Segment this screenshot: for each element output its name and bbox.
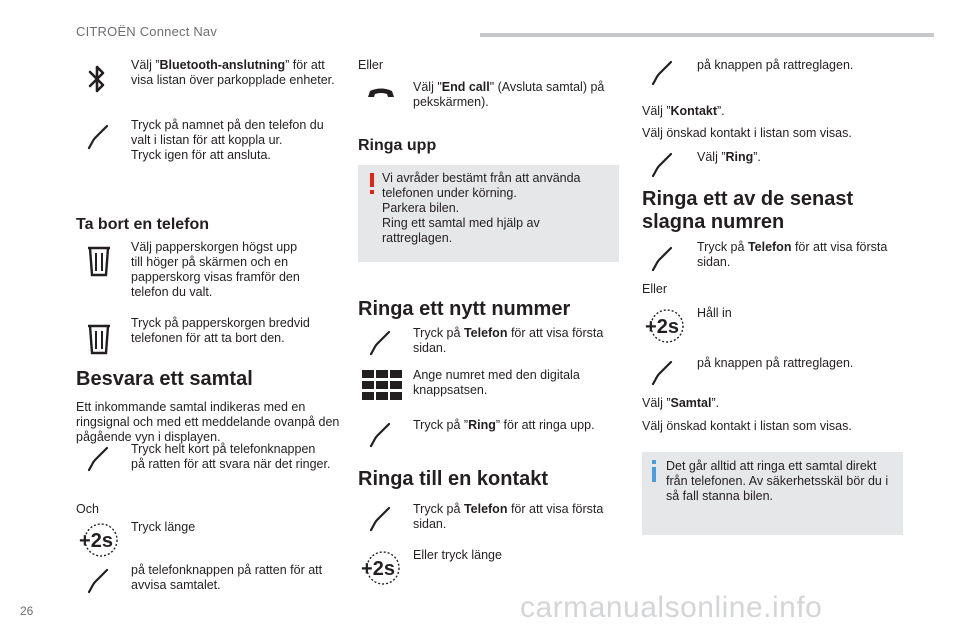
answer-step-1: Tryck helt kort på telefonknappen på ratten för att svara när det ringer. [131, 442, 331, 471]
new-step-2: Ange numret med den digitala knappsatsen. [413, 368, 580, 397]
header-rule [480, 33, 934, 37]
answer-call-paragraph: Ett inkommande samtal indikeras med en ringsignal och med ett meddelande ovanpå den pågående vyn i displayen. [76, 400, 340, 444]
warning-text: Vi avråder bestämt från att använda telefonen under körning. Parkera bilen. Ring ett samtal med hjälp av rattreglagen. [382, 171, 581, 245]
trash-icon [84, 244, 114, 278]
eller-label: Eller [358, 58, 384, 72]
bluetooth-icon [82, 64, 112, 94]
warning-box [358, 165, 619, 262]
tap-icon [648, 358, 678, 388]
steering-button-text-1: på knappen på rattreglagen. [697, 58, 854, 72]
svg-text:+2s: +2s [645, 316, 679, 338]
tap-icon [84, 122, 114, 152]
och-label: Och [76, 502, 99, 516]
choose-contact-1: Välj önskad kontakt i listan som visas. [642, 126, 852, 140]
select-ring: Välj ”Ring”. [697, 150, 761, 164]
tap-icon [648, 58, 678, 88]
tap-icon [366, 504, 396, 534]
watermark: carmanualsonline.info [520, 591, 823, 624]
tap-icon [366, 328, 396, 358]
disconnect-instruction: Tryck på namnet på den telefon du valt i listan för att koppla ur. Tryck igen för att ansluta. [131, 118, 324, 162]
recent-step-1: Tryck på Telefon för att visa första sidan. [697, 240, 888, 269]
answer-step-3: på telefonknappen på ratten för att avvisa samtalet. [131, 563, 323, 592]
remove-phone-heading: Ta bort en telefon [76, 216, 210, 233]
hang-up-icon [364, 82, 398, 104]
ringa-upp-heading: Ringa upp [358, 137, 437, 154]
warning-icon [368, 173, 376, 195]
info-box [642, 452, 903, 535]
select-calls: Välj ”Samtal”. [642, 396, 720, 410]
info-text: Det går alltid att ringa ett samtal direkt från telefonen. Av säkerhetsskäl bör du i så fall stanna bilen. [666, 459, 889, 503]
eller-label-2: Eller [642, 282, 668, 296]
contact-step-1: Tryck på Telefon för att visa första sidan. [413, 502, 604, 531]
hold-2s-icon [74, 522, 118, 558]
header-title: CITROËN Connect Nav [76, 24, 218, 39]
tap-icon [84, 566, 114, 596]
hold-in-text: Håll in [697, 306, 732, 320]
answer-step-2: Tryck länge [131, 520, 196, 534]
svg-text:+2s: +2s [79, 530, 113, 552]
choose-contact-2: Välj önskad kontakt i listan som visas. [642, 419, 852, 433]
end-call-instruction: Välj "End call" (Avsluta samtal) på pekskärmen). [413, 80, 605, 109]
tap-icon [648, 150, 678, 180]
remove-step-2: Tryck på papperskorgen bredvid telefonen för att ta bort den. [131, 316, 310, 345]
hold-2s-icon [356, 550, 400, 586]
hold-2s-icon [640, 308, 684, 344]
contact-heading: Ringa till en kontakt [358, 468, 549, 490]
trash-icon [84, 322, 114, 356]
tap-icon [366, 420, 396, 450]
select-contact: Välj ”Kontakt”. [642, 104, 725, 118]
contact-step-2: Eller tryck länge [413, 548, 502, 562]
bluetooth-instruction: Välj ”Bluetooth-anslutning” för att visa listan över parkopplade enheter. [131, 58, 335, 87]
svg-text:+2s: +2s [361, 558, 395, 580]
new-step-1: Tryck på Telefon för att visa första sidan. [413, 326, 604, 355]
recent-numbers-heading: Ringa ett av de senast slagna numren [642, 188, 854, 233]
new-number-heading: Ringa ett nytt nummer [358, 298, 571, 320]
tap-icon [84, 444, 114, 474]
remove-step-1: Välj papperskorgen högst upp till höger på skärmen och en papperskorg visas framför den telefon du valt. [131, 240, 300, 299]
page-number: 26 [20, 604, 34, 618]
new-step-3: Tryck på ”Ring” för att ringa upp. [413, 418, 595, 432]
steering-button-text-2: på knappen på rattreglagen. [697, 356, 854, 370]
keypad-icon [362, 370, 402, 400]
tap-icon [648, 244, 678, 274]
info-icon [650, 460, 658, 482]
answer-call-heading: Besvara ett samtal [76, 368, 253, 390]
